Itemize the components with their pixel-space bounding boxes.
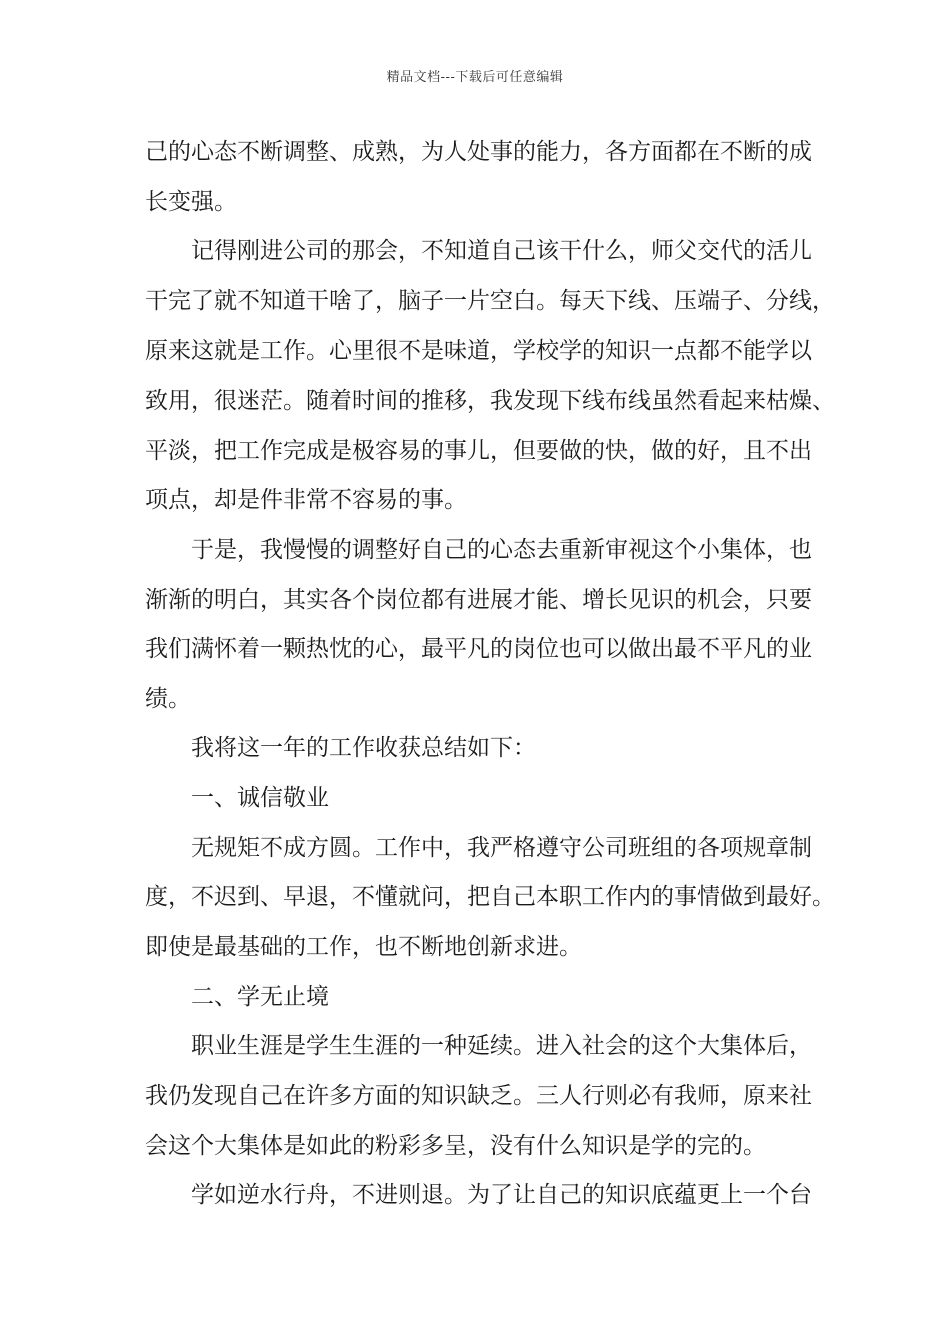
text-line: 干完了就不知道干啥了，脑子一片空白。每天下线、压端子、分线， <box>145 288 835 314</box>
text-line: 长变强。 <box>145 189 237 215</box>
text-line: 于是，我慢慢的调整好自己的心态去重新审视这个小集体，也 <box>145 537 812 563</box>
page-header: 精品文档---下载后可任意编辑 <box>386 70 564 85</box>
text-line: 原来这就是工作。心里很不是味道，学校学的知识一点都不能学以 <box>145 338 812 364</box>
section-heading: 一、诚信敬业 <box>145 785 329 811</box>
text-line: 绩。 <box>145 686 191 712</box>
text-line: 项点，却是件非常不容易的事。 <box>145 487 467 513</box>
text-line: 记得刚进公司的那会，不知道自己该干什么，师父交代的活儿 <box>145 238 812 264</box>
text-line: 己的心态不断调整、成熟，为人处事的能力，各方面都在不断的成 <box>145 139 812 165</box>
text-line: 平淡，把工作完成是极容易的事儿，但要做的快，做的好，且不出 <box>145 438 812 464</box>
text-line: 我们满怀着一颗热忱的心，最平凡的岗位也可以做出最不平凡的业 <box>145 636 812 662</box>
text-line: 我仍发现自己在许多方面的知识缺乏。三人行则必有我师，原来社 <box>145 1083 812 1109</box>
section-heading: 二、学无止境 <box>145 984 329 1010</box>
text-line: 渐渐的明白，其实各个岗位都有进展才能、增长见识的机会，只要 <box>145 587 812 613</box>
text-line: 致用，很迷茫。随着时间的推移，我发现下线布线虽然看起来枯燥、 <box>145 388 835 414</box>
text-line: 无规矩不成方圆。工作中，我严格遵守公司班组的各项规章制 <box>145 835 812 861</box>
text-line: 会这个大集体是如此的粉彩多呈，没有什么知识是学的完的。 <box>145 1133 766 1159</box>
text-line: 度，不迟到、早退，不懂就问，把自己本职工作内的事情做到最好。 <box>145 884 835 910</box>
text-line: 即使是最基础的工作，也不断地创新求进。 <box>145 934 582 960</box>
text-line: 学如逆水行舟，不进则退。为了让自己的知识底蕴更上一个台 <box>145 1182 812 1208</box>
text-line: 职业生涯是学生生涯的一种延续。进入社会的这个大集体后， <box>145 1033 812 1059</box>
text-line: 我将这一年的工作收获总结如下： <box>145 735 536 761</box>
